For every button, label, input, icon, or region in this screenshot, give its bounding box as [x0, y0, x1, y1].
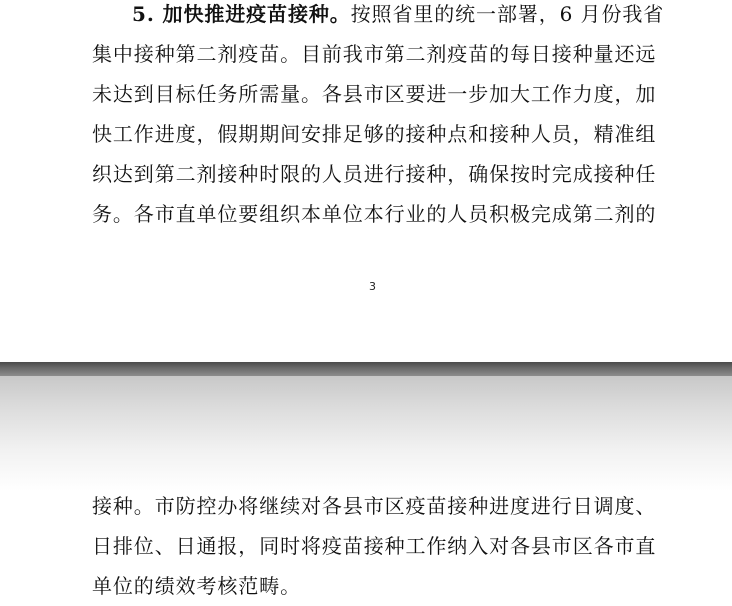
paragraph-text: 按照省里的统一部署，6 月份我省 — [350, 2, 665, 26]
page-number: 3 — [369, 280, 376, 293]
document-page-4 — [0, 376, 732, 606]
paragraph-line-2: 集中接种第二剂疫苗。目前我市第二剂疫苗的每日接种量还远 — [92, 42, 657, 66]
paragraph-line-8: 日排位、日通报，同时将疫苗接种工作纳入对各县市区各市直 — [92, 534, 657, 558]
paragraph-line-1 — [132, 2, 665, 26]
paragraph-line-4: 快工作进度，假期期间安排足够的接种点和接种人员，精准组 — [92, 122, 657, 146]
paragraph-line-7: 接种。市防控办将继续对各县市区疫苗接种进度进行日调度、 — [92, 494, 657, 518]
paragraph-line-3: 未达到目标任务所需量。各县市区要进一步加大工作力度，加 — [92, 82, 657, 106]
section-heading: 5. 加快推进疫苗接种。 — [132, 2, 351, 26]
page-separator — [0, 362, 732, 376]
paragraph-line-5: 织达到第二剂接种时限的人员进行接种，确保按时完成接种任 — [92, 162, 657, 186]
paragraph-line-6: 务。各市直单位要组织本单位本行业的人员积极完成第二剂的 — [92, 202, 657, 226]
paragraph-line-9: 单位的绩效考核范畴。 — [92, 574, 301, 598]
